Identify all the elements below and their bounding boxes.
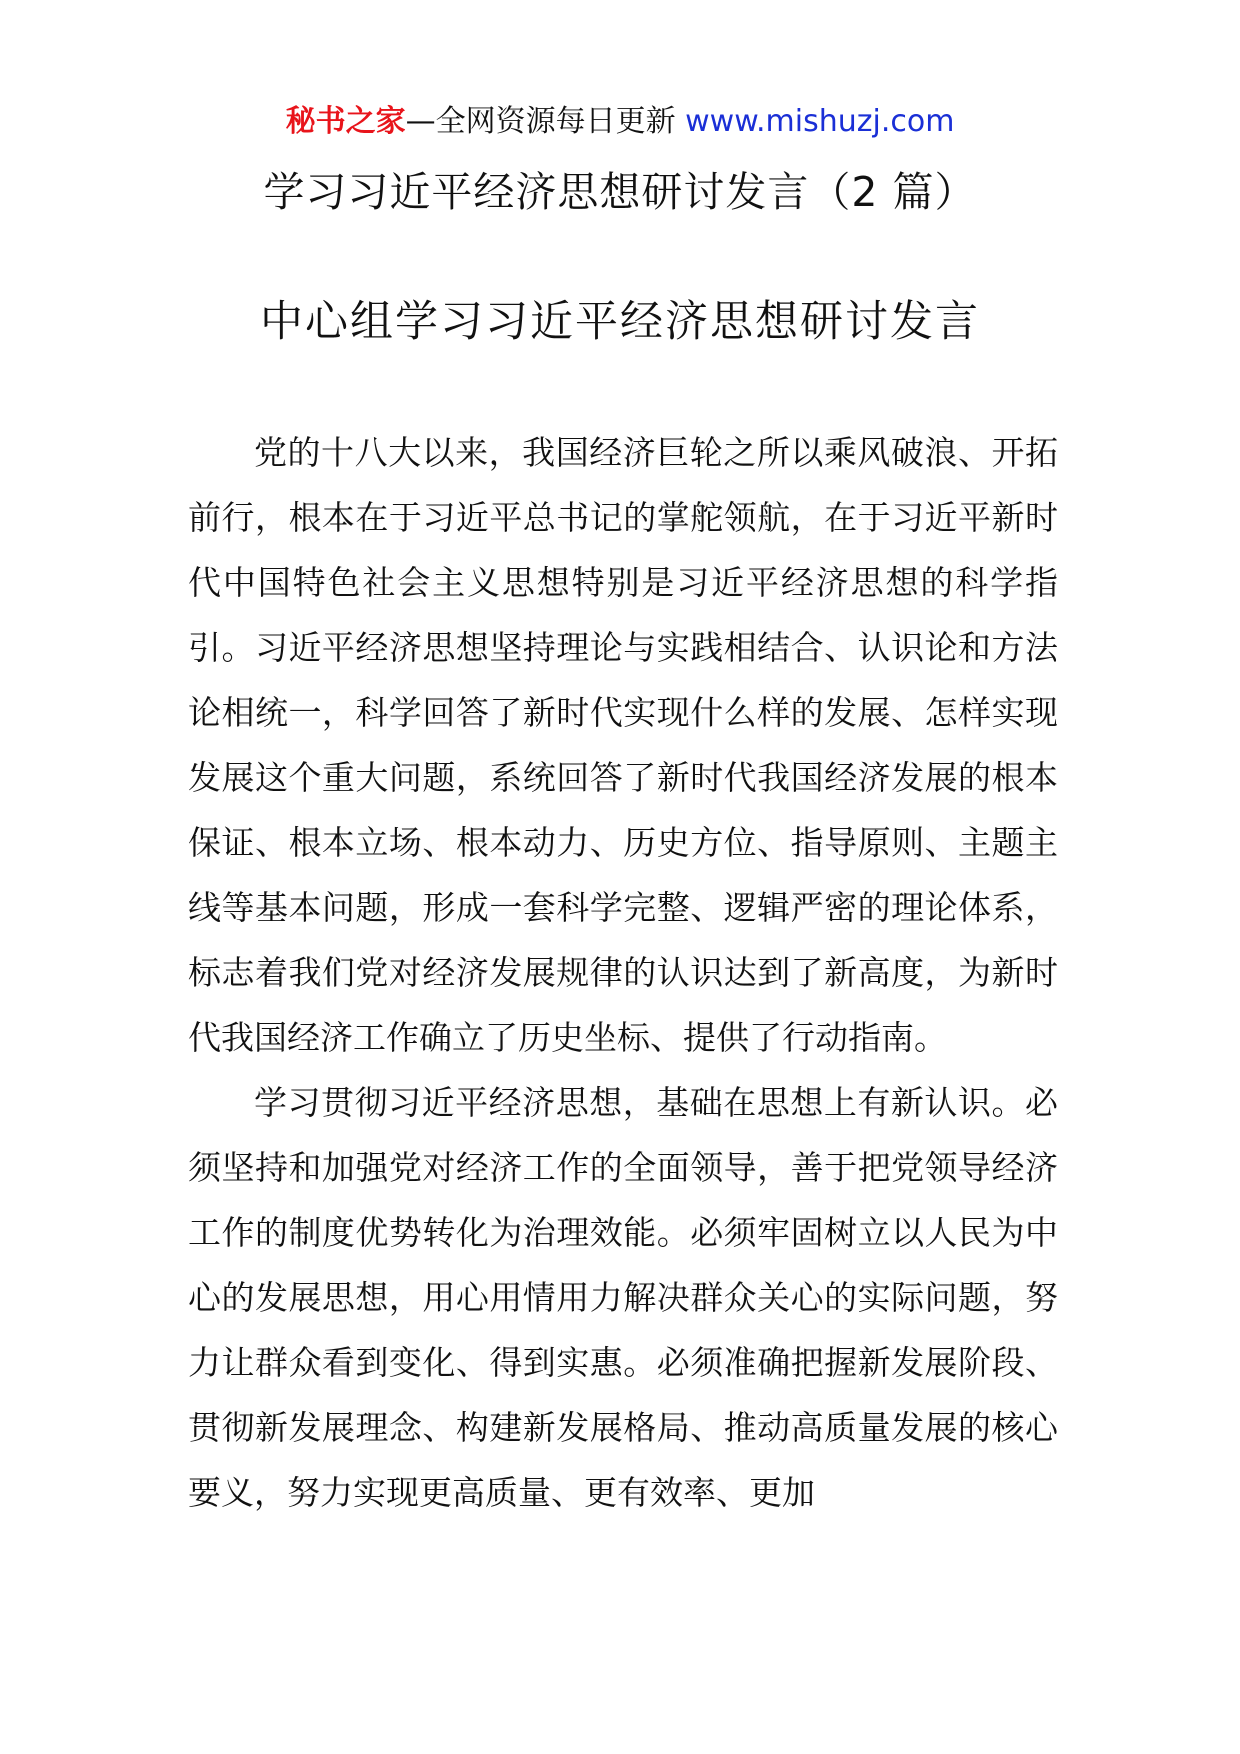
paragraph: 学习贯彻习近平经济思想，基础在思想上有新认识。必须坚持和加强党对经济工作的全面领导，善于把党领导经济工作的制度优势转化为治理效能。必须牢固树立以人民为中心的发展思想，用心用情用力解决群众关心的实际问题，努力让群众看到变化、得到实惠。必须准确把握新发展阶段、贯彻新发展理念、构建新发展格局、推动高质量发展的核心要义，努力实现更高质量、更有效率、更加 <box>188 1083 1058 1512</box>
document-title: 学习习近平经济思想研讨发言（2 篇） <box>263 168 977 216</box>
banner-tagline: —全网资源每日更新 <box>405 104 676 139</box>
brand-name: 秘书之家 <box>285 104 406 139</box>
site-url-link[interactable]: www.mishuzj.com <box>685 104 955 139</box>
site-banner <box>0 100 1240 144</box>
paragraph: 党的十八大以来，我国经济巨轮之所以乘风破浪、开拓前行，根本在于习近平总书记的掌舵领航，在于习近平新时代中国特色社会主义思想特别是习近平经济思想的科学指引。习近平经济思想坚持理论与实践相结合、认识论和方法论相统一，科学回答了新时代实现什么样的发展、怎样实现发展这个重大问题，系统回答了新时代我国经济发展的根本保证、根本立场、根本动力、历史方位、指导原则、主题主线等基本问题，形成一套科学完整、逻辑严密的理论体系，标志着我们党对经济发展规律的认识达到了新高度，为新时代我国经济工作确立了历史坐标、提供了行动指南。 <box>188 433 1058 1057</box>
section-title: 中心组学习习近平经济思想研讨发言 <box>260 297 980 347</box>
body-text <box>188 420 1058 1525</box>
